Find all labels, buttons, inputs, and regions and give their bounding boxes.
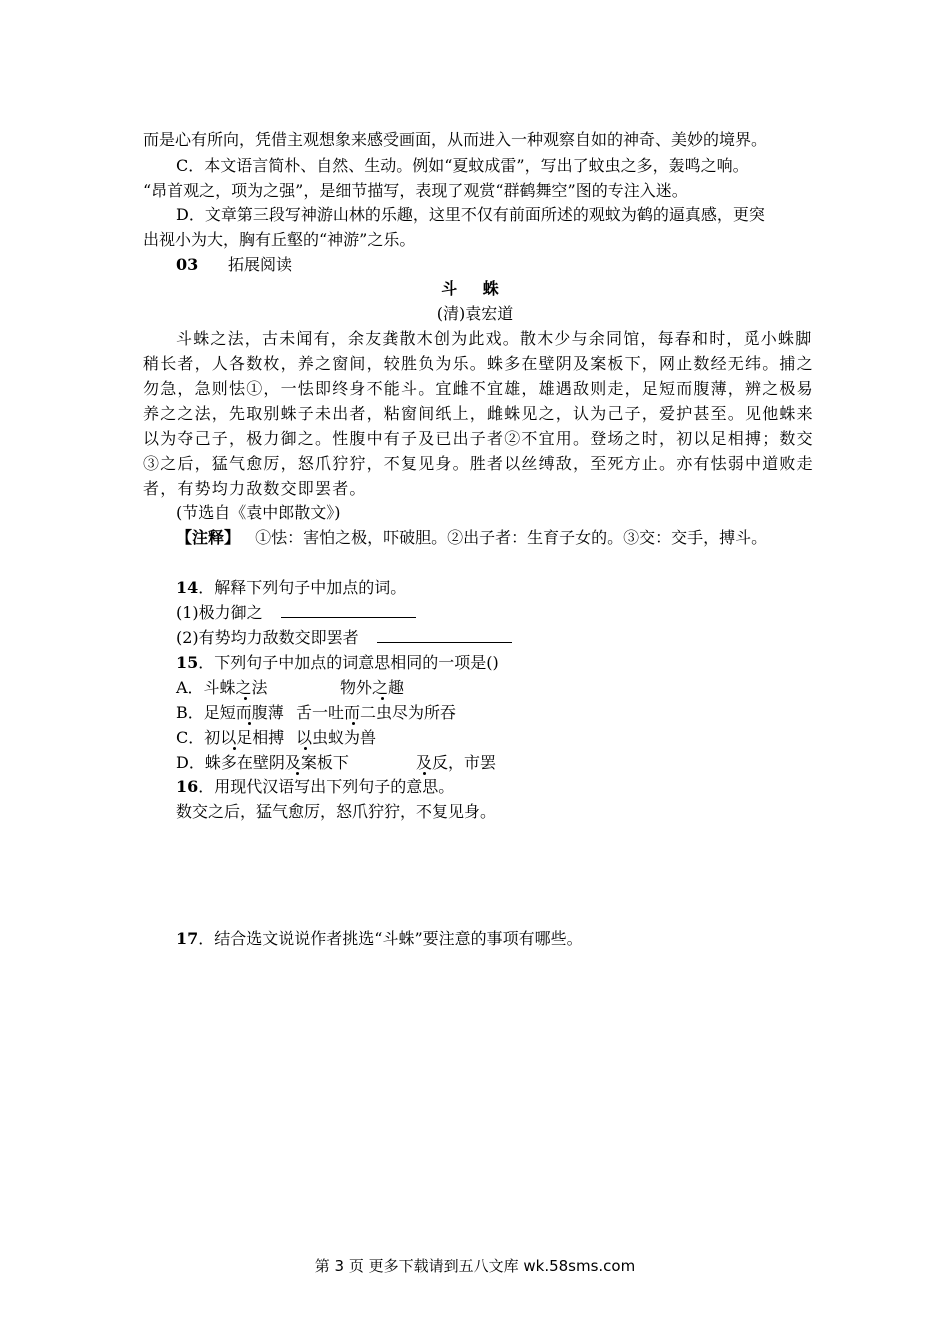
q15-option-a-second: 物外之趣 [340,678,405,697]
question-number: 14 [176,578,199,597]
option-a-first: A．斗蛛之法 [176,678,268,697]
question-15 [176,652,499,674]
answer-blank[interactable] [281,603,416,618]
q15-option-b-second: 舌一吐而二虫尽为所吞 [296,703,457,722]
question-14 [176,577,406,599]
question-17 [176,928,583,950]
paragraph-line: 而是心有所向，凭借主观想象来感受画面，从而进入一种观察自如的神奇、美妙的境界。 [143,130,768,149]
text-line: 稍长者，人各数枚，养之窗间，较胜负为乐。蛛多在壁阴及案板下，网止数经无纬。捕之 [143,354,814,373]
q14-item-text: (2)有势均力敌数交即罢者 [176,628,359,647]
q15-option-a [176,677,268,699]
question-number: 15 [176,653,199,672]
option-c-line-2: “昂首观之，项为之强”，是细节描写，表现了观赏“群鹤舞空”图的专注入迷。 [143,181,688,200]
emphasis-dot [423,772,426,775]
option-c-line-1: C．本文语言简朴、自然、生动。例如“夏蚊成雷”，写出了蚊虫之多，轰鸣之响。 [176,156,749,175]
emphasis-dot [352,722,355,725]
emphasis-dot [233,747,236,750]
q15-option-d-second: 及反，市罢 [416,753,497,772]
question-number: 17 [176,929,199,948]
question-text: ．结合选文说说作者挑选“斗蛛”要注意的事项有哪些。 [198,929,583,948]
page-footer: 第 3 页 更多下载请到五八文库 wk.58sms.com [314,1257,636,1275]
q14-item-2 [176,627,512,649]
question-text: ．下列句子中加点的词意思相同的一项是() [198,653,499,672]
q16-sentence: 数交之后，猛气愈厉，怒爪狞狞，不复见身。 [176,802,497,821]
answer-blank[interactable] [377,628,512,643]
option-d-line-2: 出视小为大，胸有丘壑的“神游”之乐。 [143,230,416,249]
emphasis-dot [296,772,299,775]
question-text: ．用现代汉语写出下列句子的意思。 [198,777,455,796]
section-number: 03 [176,255,199,274]
emphasis-dot [248,722,251,725]
text-line: 以为夺己子，极力御之。性腹中有子及已出子者②不宜用。登场之时，初以足相搏；数交 [143,429,814,448]
text-line: 勿急，急则怯①，一怯即终身不能斗。宜雌不宜雄，雄遇敌则走，足短而腹薄，辨之极易 [143,379,814,398]
q14-item-1 [176,602,416,624]
text-line: 养之之法，先取别蛛子未出者，粘窗间纸上，雌蛛见之，认为己子，爱护甚至。见他蛛来 [143,404,814,423]
emphasis-dot [381,697,384,700]
text-line: ③之后，猛气愈厉，怒爪狞狞，不复见身。胜者以丝缚敌，至死方止。亦有怯弱中道败走 [143,454,814,473]
option-d-line-1: D．文章第三段写神游山林的乐趣，这里不仅有前面所述的观蚊为鹤的逼真感，更突 [176,205,765,224]
q15-option-c: C．初以足相搏 [176,728,285,747]
notes-label: 【注释】 [176,528,241,547]
question-number: 16 [176,777,199,796]
text-line: 者，有势均力敌数交即罢者。 [143,479,367,498]
text-line: 斗蛛之法，古未闻有，余友龚散木创为此戏。散木少与余同馆，每春和时，觅小蛛脚 [176,329,813,348]
question-16 [176,776,454,798]
article-author: (清)袁宏道 [436,304,514,323]
emphasis-dot [304,747,307,750]
section-title: 拓展阅读 [228,255,293,274]
article-title: 斗 蛛 [441,279,509,298]
question-text: ．解释下列句子中加点的词。 [198,578,407,597]
q15-option-c-second: 以虫蚁为兽 [296,728,377,747]
notes-text: ①怯：害怕之极，吓破胆。②出子者：生育子女的。③交：交手，搏斗。 [255,528,768,547]
source-note: (节选自《袁中郎散文》) [176,503,341,522]
notes [176,527,767,549]
q15-option-b: B．足短而腹薄 [176,703,284,722]
emphasis-dot [244,697,247,700]
q15-option-d: D．蛛多在壁阴及案板下 [176,753,349,772]
q14-item-text: (1)极力御之 [176,603,263,622]
